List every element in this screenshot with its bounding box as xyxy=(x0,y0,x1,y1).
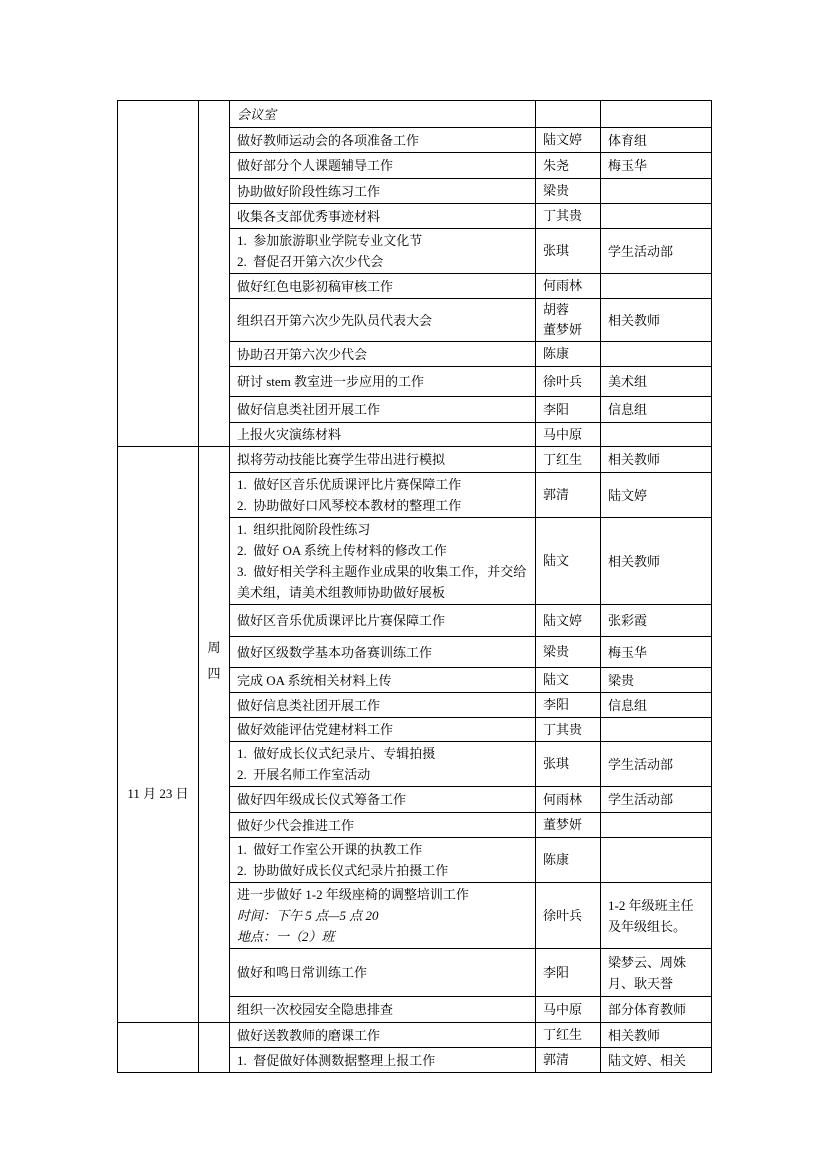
person-cell xyxy=(536,473,601,518)
group-cell xyxy=(601,423,712,447)
task-cell xyxy=(230,787,536,813)
person-name: 郭清 xyxy=(543,1052,570,1067)
person-name: 梁贵 xyxy=(543,644,570,659)
group-cell xyxy=(601,204,712,229)
person-cell xyxy=(536,101,601,128)
group-label: 梁梦云、周姝月、耿天誉 xyxy=(608,954,687,991)
person-cell xyxy=(536,787,601,813)
task-line: 1. 组织批阅阶段性练习 xyxy=(237,522,371,537)
group-cell xyxy=(601,128,712,153)
task-line: 2. 协助做好口风琴校本教材的整理工作 xyxy=(237,498,462,513)
group-label: 相关教师 xyxy=(608,553,661,569)
task-line: 做好信息类社团开展工作 xyxy=(237,402,381,417)
task-line: 进一步做好 1-2 年级座椅的调整培训工作 xyxy=(237,887,469,902)
task-cell xyxy=(230,742,536,787)
task-cell xyxy=(230,718,536,742)
task-cell xyxy=(230,605,536,637)
task-cell xyxy=(230,693,536,718)
person-name: 张琪 xyxy=(543,243,570,258)
person-name: 董梦妍 xyxy=(543,817,583,832)
task-line: 2. 督促召开第六次少代会 xyxy=(237,254,384,269)
person-name: 徐叶兵 xyxy=(543,373,583,389)
task-line: 研讨 stem 教室进一步应用的工作 xyxy=(237,374,425,389)
person-cell xyxy=(536,274,601,299)
person-name: 董梦妍 xyxy=(543,322,583,337)
person-cell xyxy=(536,949,601,997)
group-cell xyxy=(601,997,712,1023)
group-cell xyxy=(601,742,712,787)
task-cell xyxy=(230,473,536,518)
task-line: 做好少代会推进工作 xyxy=(237,817,355,833)
task-cell xyxy=(230,838,536,883)
task-line: 做好区级数学基本功备赛训练工作 xyxy=(237,644,433,660)
group-label: 1-2 年级班主任及年级组长。 xyxy=(608,897,694,934)
group-cell xyxy=(601,1048,712,1073)
schedule-row xyxy=(118,447,712,473)
person-name: 陆文 xyxy=(543,672,570,687)
task-cell xyxy=(230,949,536,997)
group-label: 学生活动部 xyxy=(608,756,674,772)
person-cell xyxy=(536,128,601,153)
task-cell xyxy=(230,299,536,342)
person-cell xyxy=(536,153,601,179)
person-name: 马中原 xyxy=(543,426,583,442)
group-cell xyxy=(601,229,712,274)
person-cell xyxy=(536,299,601,342)
schedule-row xyxy=(118,101,712,128)
person-name: 马中原 xyxy=(543,1001,583,1017)
person-cell xyxy=(536,605,601,637)
task-cell xyxy=(230,813,536,838)
group-cell xyxy=(601,787,712,813)
date-label: 11 月 23 日 xyxy=(127,786,189,801)
group-cell xyxy=(601,637,712,668)
group-cell xyxy=(601,605,712,637)
group-cell xyxy=(601,473,712,518)
group-cell xyxy=(601,1023,712,1048)
weekday-label: 周四 xyxy=(207,640,221,681)
task-line: 做好信息类社团开展工作 xyxy=(237,697,381,713)
task-cell xyxy=(230,204,536,229)
group-cell xyxy=(601,518,712,605)
person-cell xyxy=(536,813,601,838)
group-label: 相关教师 xyxy=(608,1027,661,1043)
person-name: 何雨林 xyxy=(543,791,583,807)
group-label: 陆文婷 xyxy=(608,487,648,503)
task-line: 2. 开展名师工作室活动 xyxy=(237,767,371,782)
person-cell xyxy=(536,1023,601,1048)
task-cell xyxy=(230,128,536,153)
person-cell xyxy=(536,342,601,367)
task-line: 协助做好阶段性练习工作 xyxy=(237,183,381,199)
group-label: 相关教师 xyxy=(608,312,661,328)
task-line: 做好送教教师的磨课工作 xyxy=(237,1027,381,1043)
person-name: 李阳 xyxy=(543,401,570,417)
task-line: 3. 做好相关学科主题作业成果的收集工作，并交给美术组，请美术组教师协助做好展板 xyxy=(237,564,527,600)
task-line: 完成 OA 系统相关材料上传 xyxy=(237,672,392,688)
task-cell xyxy=(230,447,536,473)
date-cell xyxy=(118,101,199,447)
person-cell xyxy=(536,423,601,447)
task-cell xyxy=(230,397,536,423)
group-cell xyxy=(601,342,712,367)
person-cell xyxy=(536,229,601,274)
task-line: 做好红色电影初稿审核工作 xyxy=(237,278,394,294)
group-cell xyxy=(601,153,712,179)
task-line: 拟将劳动技能比赛学生带出进行模拟 xyxy=(237,452,446,467)
person-name: 陈康 xyxy=(543,346,570,361)
task-cell xyxy=(230,274,536,299)
group-cell xyxy=(601,949,712,997)
person-cell xyxy=(536,883,601,949)
group-cell xyxy=(601,718,712,742)
group-cell xyxy=(601,883,712,949)
person-cell xyxy=(536,179,601,204)
person-cell xyxy=(536,518,601,605)
group-cell xyxy=(601,813,712,838)
person-cell xyxy=(536,668,601,693)
task-line: 2. 做好 OA 系统上传材料的修改工作 xyxy=(237,543,447,558)
person-name: 丁红生 xyxy=(543,451,583,467)
person-name: 陆文婷 xyxy=(543,612,583,628)
task-line: 会议室 xyxy=(237,106,277,122)
person-cell xyxy=(536,397,601,423)
task-cell xyxy=(230,883,536,949)
task-line: 1. 做好成长仪式纪录片、专辑拍摄 xyxy=(237,746,436,761)
group-label: 美术组 xyxy=(608,374,648,389)
person-name: 朱尧 xyxy=(543,157,570,173)
person-name: 丁其贵 xyxy=(543,208,583,223)
group-label: 张彩霞 xyxy=(608,613,648,628)
group-cell xyxy=(601,693,712,718)
task-line: 1. 督促做好体测数据整理上报工作 xyxy=(237,1052,436,1068)
task-cell xyxy=(230,668,536,693)
date-cell xyxy=(118,1023,199,1073)
task-line: 组织召开第六次少先队员代表大会 xyxy=(237,312,433,328)
person-name: 李阳 xyxy=(543,697,570,712)
person-cell xyxy=(536,997,601,1023)
task-cell xyxy=(230,997,536,1023)
task-cell xyxy=(230,423,536,447)
group-label: 部分体育教师 xyxy=(608,1002,687,1017)
group-cell xyxy=(601,299,712,342)
task-line: 收集各支部优秀事迹材料 xyxy=(237,208,381,224)
person-name: 郭清 xyxy=(543,487,570,502)
task-cell xyxy=(230,153,536,179)
group-label: 梅玉华 xyxy=(608,644,648,660)
person-name: 丁红生 xyxy=(543,1027,583,1042)
schedule-row xyxy=(118,1023,712,1048)
person-name: 徐叶兵 xyxy=(543,907,583,923)
person-name: 陈康 xyxy=(543,852,570,867)
group-label: 学生活动部 xyxy=(608,792,674,807)
task-line: 做好和鸣日常训练工作 xyxy=(237,965,368,980)
task-line: 2. 协助做好成长仪式纪录片拍摄工作 xyxy=(237,863,449,878)
task-line: 1. 做好工作室公开课的执教工作 xyxy=(237,842,423,857)
date-cell xyxy=(118,447,199,1023)
weekday-cell xyxy=(199,101,230,447)
task-cell xyxy=(230,342,536,367)
task-cell xyxy=(230,637,536,668)
person-cell xyxy=(536,838,601,883)
task-cell xyxy=(230,101,536,128)
person-name: 陆文 xyxy=(543,553,570,568)
group-label: 相关教师 xyxy=(608,452,661,467)
task-line: 做好教师运动会的各项准备工作 xyxy=(237,132,420,148)
task-line: 上报火灾演练材料 xyxy=(237,427,342,442)
group-cell xyxy=(601,838,712,883)
task-line: 做好区音乐优质课评比片赛保障工作 xyxy=(237,613,446,628)
task-cell xyxy=(230,229,536,274)
group-cell xyxy=(601,367,712,397)
task-line: 做好部分个人课题辅导工作 xyxy=(237,158,394,173)
group-cell xyxy=(601,274,712,299)
group-cell xyxy=(601,668,712,693)
group-label: 体育组 xyxy=(608,132,648,148)
person-cell xyxy=(536,204,601,229)
task-line: 时间：下午 5 点—5 点 20 xyxy=(237,908,379,923)
task-cell xyxy=(230,179,536,204)
group-cell xyxy=(601,447,712,473)
person-name: 何雨林 xyxy=(543,278,583,293)
task-cell xyxy=(230,1023,536,1048)
person-cell xyxy=(536,637,601,668)
task-line: 做好效能评估党建材料工作 xyxy=(237,722,394,737)
person-cell xyxy=(536,718,601,742)
person-cell xyxy=(536,1048,601,1073)
person-name: 丁其贵 xyxy=(543,721,583,737)
person-name: 梁贵 xyxy=(543,183,570,198)
task-cell xyxy=(230,1048,536,1073)
schedule-table-body xyxy=(118,101,712,1073)
weekday-cell xyxy=(199,447,230,1023)
task-line: 1. 做好区音乐优质课评比片赛保障工作 xyxy=(237,477,462,492)
person-cell xyxy=(536,447,601,473)
group-cell xyxy=(601,397,712,423)
group-cell xyxy=(601,101,712,128)
group-label: 陆文婷、相关 xyxy=(608,1052,687,1068)
task-line: 协助召开第六次少代会 xyxy=(237,346,368,362)
task-line: 1. 参加旅游职业学院专业文化节 xyxy=(237,233,423,248)
task-line: 组织一次校园安全隐患排查 xyxy=(237,1002,394,1017)
group-label: 梅玉华 xyxy=(608,158,648,173)
task-line: 地点：一（2）班 xyxy=(237,929,335,944)
group-cell xyxy=(601,179,712,204)
weekly-work-schedule-table xyxy=(117,100,712,1073)
task-cell xyxy=(230,367,536,397)
person-name: 陆文婷 xyxy=(543,132,583,147)
person-cell xyxy=(536,742,601,787)
person-cell xyxy=(536,367,601,397)
group-label: 信息组 xyxy=(608,697,648,713)
weekday-cell xyxy=(199,1023,230,1073)
group-label: 梁贵 xyxy=(608,672,635,688)
person-name: 胡蓉 xyxy=(543,302,570,317)
person-name: 张琪 xyxy=(543,756,570,771)
task-line: 做好四年级成长仪式筹备工作 xyxy=(237,792,407,807)
task-cell xyxy=(230,518,536,605)
group-label: 学生活动部 xyxy=(608,243,674,259)
person-cell xyxy=(536,693,601,718)
group-label: 信息组 xyxy=(608,402,648,417)
person-name: 李阳 xyxy=(543,964,570,980)
